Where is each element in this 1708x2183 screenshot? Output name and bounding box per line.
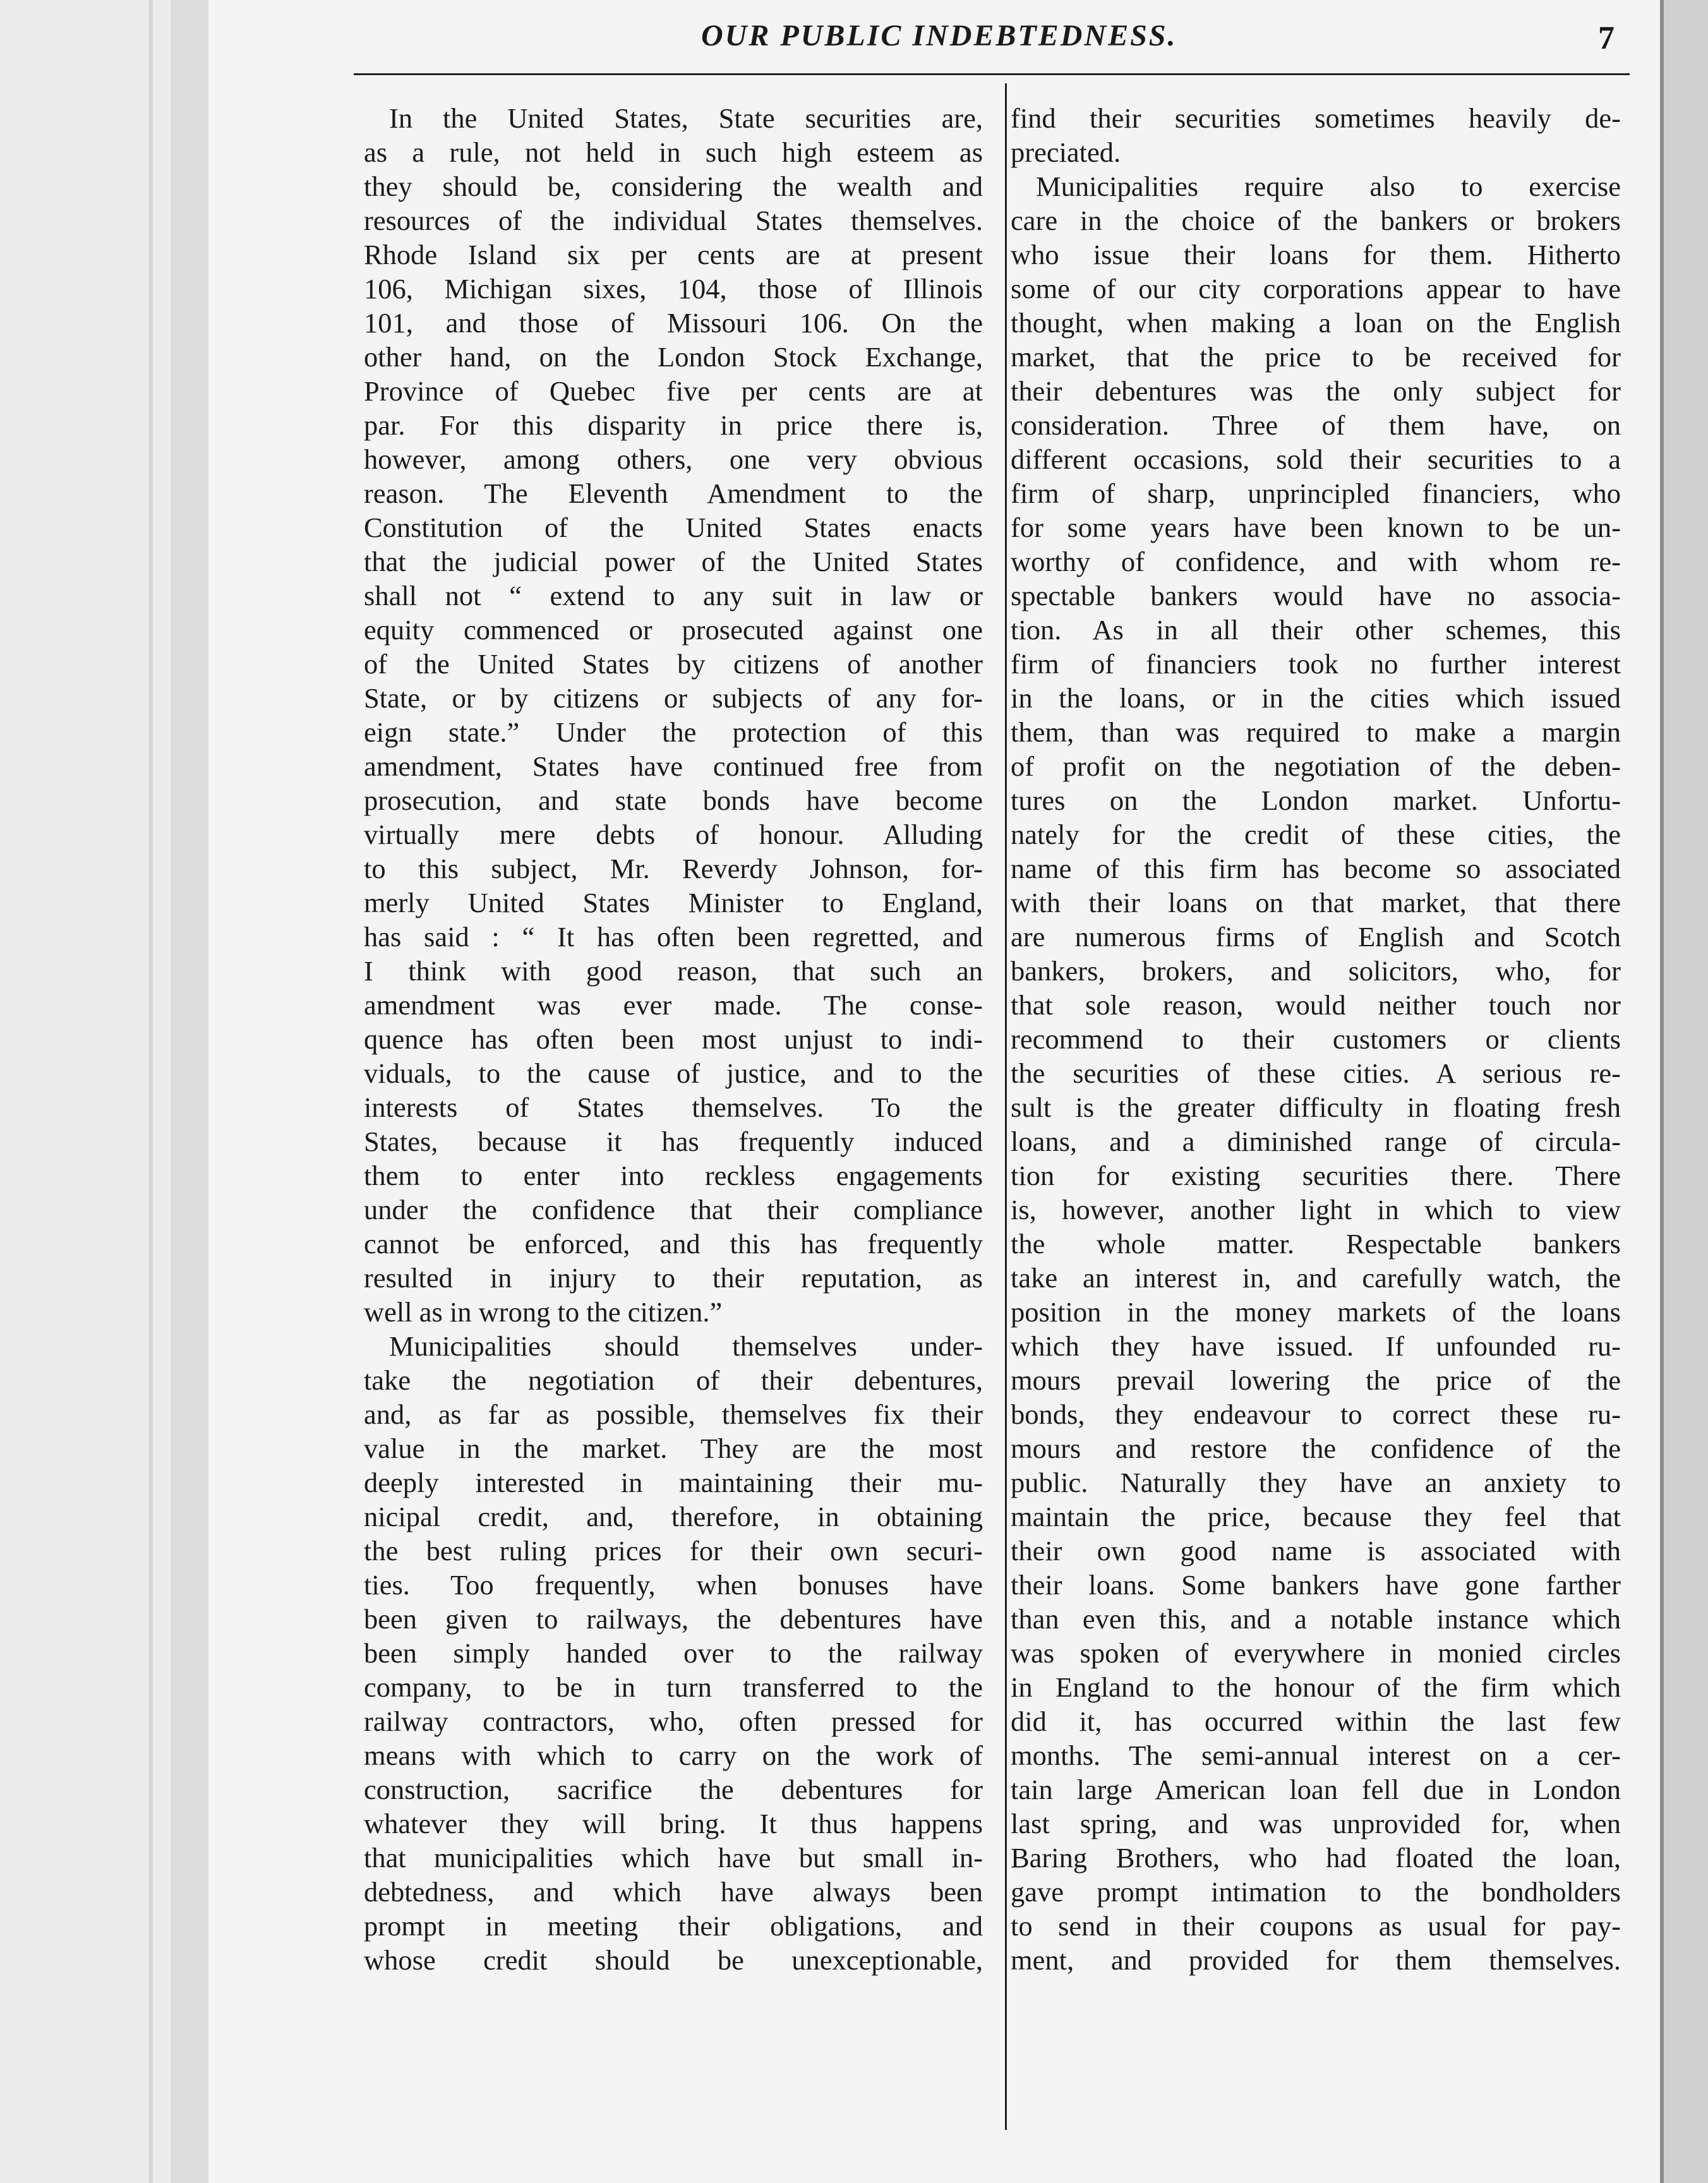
text-line: eign state.” Under the protection of this	[364, 716, 983, 748]
text-line: prosecution, and state bonds have become	[364, 785, 983, 816]
text-line: sult is the greater difficulty in floating fresh	[1011, 1092, 1621, 1123]
text-line: means with which to carry on the work of	[364, 1740, 983, 1771]
text-line: ment, and provided for them themselves.	[1011, 1944, 1621, 1976]
text-line: name of this firm has become so associated	[1011, 853, 1621, 884]
text-line: gave prompt intimation to the bondholders	[1011, 1876, 1621, 1908]
text-line: shall not “ extend to any suit in law or	[364, 580, 983, 611]
text-line: recommend to their customers or clients	[1011, 1023, 1621, 1055]
text-line: of the United States by citizens of another	[364, 648, 983, 680]
text-line: been simply handed over to the railway	[364, 1637, 983, 1669]
text-line: deeply interested in maintaining their mu-	[364, 1467, 983, 1498]
text-line: them, than was required to make a margin	[1011, 716, 1621, 748]
column-divider	[1005, 83, 1007, 2130]
text-line: tures on the London market. Unfortu-	[1011, 785, 1621, 816]
text-line: amendment was ever made. The conse-	[364, 989, 983, 1021]
text-line: that municipalities which have but small in-	[364, 1842, 983, 1873]
text-line: that sole reason, would neither touch nor	[1011, 989, 1621, 1021]
text-line: to this subject, Mr. Reverdy Johnson, for-	[364, 853, 983, 884]
text-line: their own good name is associated with	[1011, 1535, 1621, 1567]
text-line: railway contractors, who, often pressed for	[364, 1705, 983, 1737]
text-line: which they have issued. If unfounded ru-	[1011, 1330, 1621, 1362]
text-line: months. The semi-annual interest on a cer-	[1011, 1740, 1621, 1771]
text-line: bonds, they endeavour to correct these ru-	[1011, 1398, 1621, 1430]
page-right-edge	[1660, 0, 1708, 2183]
text-line: tain large American loan fell due in London	[1011, 1774, 1621, 1805]
text-line: amendment, States have continued free from	[364, 750, 983, 782]
text-line: construction, sacrifice the debentures for	[364, 1774, 983, 1805]
text-line: interests of States themselves. To the	[364, 1092, 983, 1123]
text-line: in England to the honour of the firm which	[1011, 1671, 1621, 1703]
text-line: par. For this disparity in price there is,	[364, 409, 983, 441]
text-line: quence has often been most unjust to indi-	[364, 1023, 983, 1055]
text-line: resulted in injury to their reputation, as	[364, 1262, 983, 1294]
text-line: Baring Brothers, who had floated the loan,	[1011, 1842, 1621, 1873]
right-column	[1011, 101, 1621, 1996]
text-line: is, however, another light in which to view	[1011, 1194, 1621, 1225]
text-line: the securities of these cities. A serious re-	[1011, 1057, 1621, 1089]
text-line: resources of the individual States themselves.	[364, 205, 983, 236]
text-line: and, as far as possible, themselves fix their	[364, 1398, 983, 1430]
text-line: prompt in meeting their obligations, and	[364, 1910, 983, 1942]
text-line: to send in their coupons as usual for pay-	[1011, 1910, 1621, 1942]
text-line: as a rule, not held in such high esteem as	[364, 136, 983, 168]
text-line: take an interest in, and carefully watch, the	[1011, 1262, 1621, 1294]
text-line: well as in wrong to the citizen.”	[364, 1296, 723, 1328]
text-line: viduals, to the cause of justice, and to the	[364, 1057, 983, 1089]
text-line: Constitution of the United States enacts	[364, 512, 983, 543]
page-number: 7	[1598, 20, 1615, 56]
text-line: Municipalities require also to exercise	[1036, 171, 1621, 202]
text-line: however, among others, one very obvious	[364, 443, 983, 475]
text-line: different occasions, sold their securities to a	[1011, 443, 1621, 475]
text-line: whose credit should be unexceptionable,	[364, 1944, 983, 1976]
text-line: with their loans on that market, that there	[1011, 887, 1621, 918]
text-line: equity commenced or prosecuted against one	[364, 614, 983, 646]
text-line: who issue their loans for them. Hitherto	[1011, 239, 1621, 270]
text-line: find their securities sometimes heavily de-	[1011, 102, 1621, 134]
text-line: public. Naturally they have an anxiety to	[1011, 1467, 1621, 1498]
text-line: bankers, brokers, and solicitors, who, for	[1011, 955, 1621, 987]
text-line: In the United States, State securities are,	[389, 102, 983, 134]
text-line: them to enter into reckless engagements	[364, 1160, 983, 1191]
text-line: they should be, considering the wealth and	[364, 171, 983, 202]
text-line: under the confidence that their compliance	[364, 1194, 983, 1225]
text-line: reason. The Eleventh Amendment to the	[364, 478, 983, 509]
text-line: firm of financiers took no further interest	[1011, 648, 1621, 680]
text-line: market, that the price to be received for	[1011, 341, 1621, 373]
text-line: I think with good reason, that such an	[364, 955, 983, 987]
text-line: in the loans, or in the cities which issued	[1011, 682, 1621, 714]
text-line: 106, Michigan sixes, 104, those of Illinois	[364, 273, 983, 304]
text-line: Municipalities should themselves under-	[389, 1330, 983, 1362]
text-line: been given to railways, the debentures have	[364, 1603, 983, 1635]
text-line: 101, and those of Missouri 106. On the	[364, 307, 983, 339]
text-line: debtedness, and which have always been	[364, 1876, 983, 1908]
text-line: some of our city corporations appear to have	[1011, 273, 1621, 304]
text-line: mours prevail lowering the price of the	[1011, 1364, 1621, 1396]
text-line: spectable bankers would have no associa-	[1011, 580, 1621, 611]
text-line: State, or by citizens or subjects of any for-	[364, 682, 983, 714]
text-line: consideration. Three of them have, on	[1011, 409, 1621, 441]
text-line: of profit on the negotiation of the deben-	[1011, 750, 1621, 782]
text-line: has said : “ It has often been regretted, and	[364, 921, 983, 953]
text-line: other hand, on the London Stock Exchange,	[364, 341, 983, 373]
text-line: Province of Quebec five per cents are at	[364, 375, 983, 407]
text-line: care in the choice of the bankers or brokers	[1011, 205, 1621, 236]
text-line: than even this, and a notable instance which	[1011, 1603, 1621, 1635]
text-line: their debentures was the only subject for	[1011, 375, 1621, 407]
text-line: their loans. Some bankers have gone farther	[1011, 1569, 1621, 1601]
text-line: mours and restore the confidence of the	[1011, 1433, 1621, 1464]
text-line: thought, when making a loan on the English	[1011, 307, 1621, 339]
text-line: States, because it has frequently induced	[364, 1126, 983, 1157]
header-rule	[354, 73, 1630, 75]
text-line: did it, has occurred within the last few	[1011, 1705, 1621, 1737]
running-title: OUR PUBLIC INDEBTEDNESS.	[701, 19, 1177, 52]
text-line: are numerous firms of English and Scotch	[1011, 921, 1621, 953]
text-line: last spring, and was unprovided for, when	[1011, 1808, 1621, 1839]
text-line: worthy of confidence, and with whom re-	[1011, 546, 1621, 577]
facing-page-edge	[0, 0, 172, 2183]
text-line: nately for the credit of these cities, the	[1011, 819, 1621, 850]
text-line: company, to be in turn transferred to the	[364, 1671, 983, 1703]
text-line: position in the money markets of the loans	[1011, 1296, 1621, 1328]
text-line: firm of sharp, unprincipled financiers, who	[1011, 478, 1621, 509]
text-line: value in the market. They are the most	[364, 1433, 983, 1464]
text-line: tion for existing securities there. There	[1011, 1160, 1621, 1191]
binding-gutter	[171, 0, 208, 2183]
text-line: was spoken of everywhere in monied circles	[1011, 1637, 1621, 1669]
text-line: that the judicial power of the United States	[364, 546, 983, 577]
text-line: virtually mere debts of honour. Alluding	[364, 819, 983, 850]
text-line: take the negotiation of their debentures,	[364, 1364, 983, 1396]
text-line: for some years have been known to be un-	[1011, 512, 1621, 543]
left-column	[364, 101, 983, 1996]
text-line: cannot be enforced, and this has frequently	[364, 1228, 983, 1260]
text-line: tion. As in all their other schemes, this	[1011, 614, 1621, 646]
text-line: loans, and a diminished range of circula-	[1011, 1126, 1621, 1157]
text-line: the best ruling prices for their own securi-	[364, 1535, 983, 1567]
text-line: Rhode Island six per cents are at present	[364, 239, 983, 270]
text-line: preciated.	[1011, 136, 1121, 168]
text-line: nicipal credit, and, therefore, in obtaining	[364, 1501, 983, 1532]
text-line: maintain the price, because they feel that	[1011, 1501, 1621, 1532]
text-line: whatever they will bring. It thus happens	[364, 1808, 983, 1839]
text-line: ties. Too frequently, when bonuses have	[364, 1569, 983, 1601]
text-line: merly United States Minister to England,	[364, 887, 983, 918]
text-line: the whole matter. Respectable bankers	[1011, 1228, 1621, 1260]
